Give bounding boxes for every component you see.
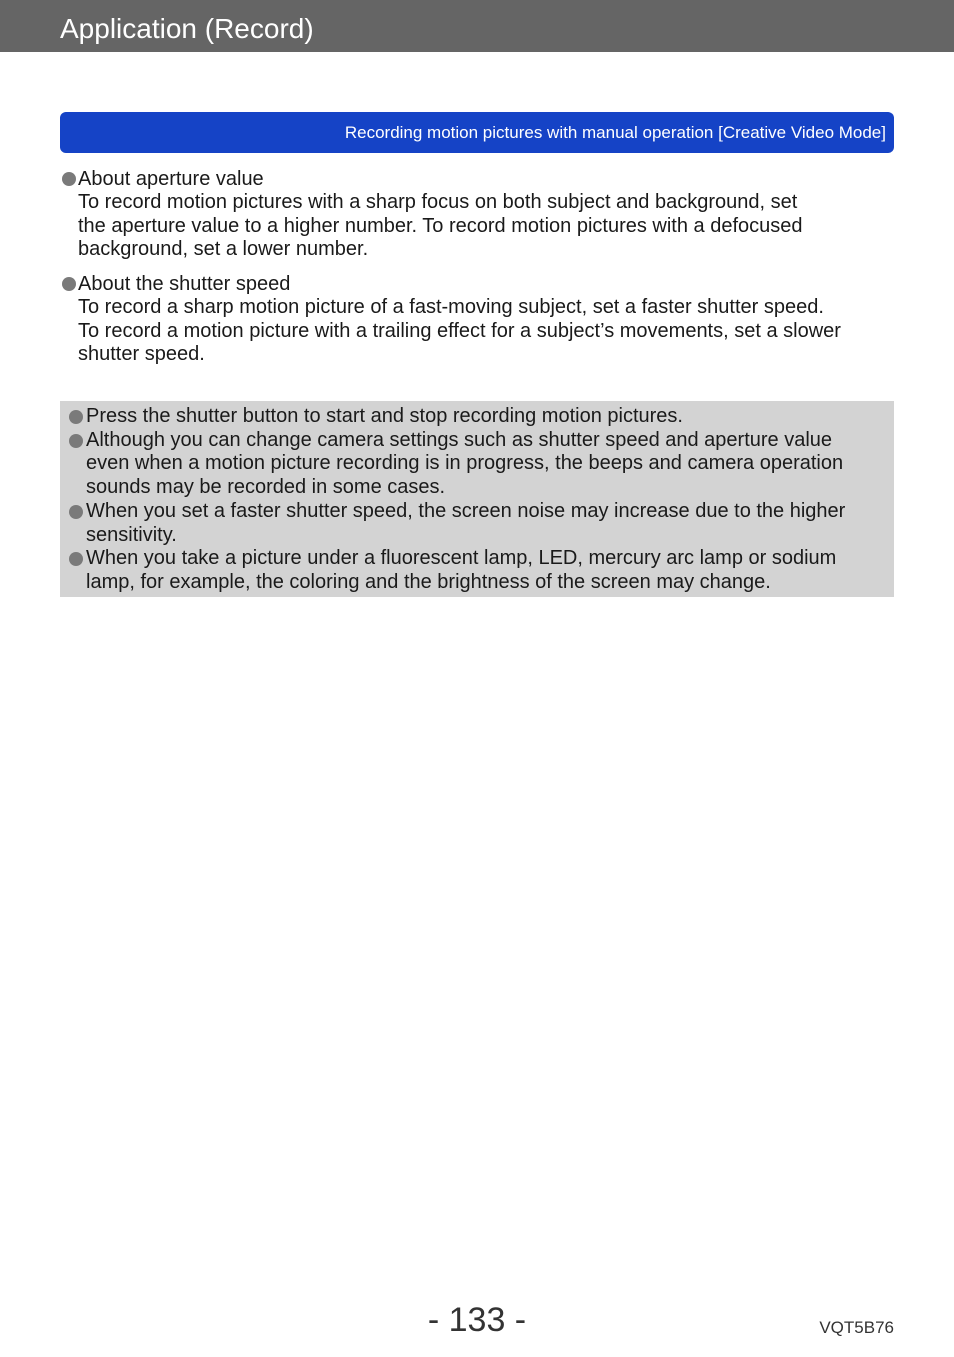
- section-banner: [60, 112, 894, 153]
- note-text-line: sounds may be recorded in some cases.: [86, 476, 446, 499]
- bullet-icon: [62, 172, 76, 186]
- bullet-icon: [69, 505, 83, 519]
- topic-text-line: shutter speed.: [78, 343, 205, 366]
- topic-text-line: To record motion pictures with a sharp focus on both subject and background, set: [78, 191, 798, 213]
- page-title: Application (Record): [60, 13, 314, 44]
- document-code: VQT5B76: [819, 1318, 894, 1337]
- topic-aperture: [60, 167, 894, 262]
- topic-text-line: To record a sharp motion picture of a fast-moving subject, set a faster shutter speed.: [78, 296, 824, 318]
- note-text-line: lamp, for example, the coloring and the brightness of the screen may change.: [86, 570, 771, 593]
- note-text-line: sensitivity.: [86, 523, 177, 546]
- note-item: [60, 547, 894, 594]
- page-number: - 133 -: [427, 1301, 527, 1339]
- topic-shutter-speed: [60, 272, 894, 367]
- bullet-icon: [69, 434, 83, 448]
- note-text-line: When you take a picture under a fluorescent lamp, LED, mercury arc lamp or sodium: [86, 547, 837, 570]
- note-text-line: even when a motion picture recording is in progress, the beeps and camera operation: [86, 452, 844, 475]
- notes-box: [60, 401, 894, 597]
- bullet-icon: [69, 410, 83, 424]
- topic-heading: About aperture value: [60, 167, 894, 191]
- note-item: [60, 500, 894, 547]
- topic-text-line: To record a motion picture with a trailing effect for a subject’s movements, set a slower: [78, 319, 841, 342]
- note-text-line: Press the shutter button to start and stop recording motion pictures.: [86, 405, 683, 427]
- header-bar: [0, 0, 954, 52]
- note-item: [60, 429, 894, 500]
- bullet-icon: [62, 277, 76, 291]
- note-text-line: When you set a faster shutter speed, the screen noise may increase due to the higher: [86, 499, 846, 522]
- note-item: [60, 405, 894, 429]
- topic-heading: About the shutter speed: [60, 272, 894, 296]
- topic-text-line: the aperture value to a higher number. To record motion pictures with a defocused: [78, 214, 803, 237]
- bullet-icon: [69, 552, 83, 566]
- section-banner-title: Recording motion pictures with manual operation [Creative Video Mode]: [344, 123, 886, 142]
- topic-text-line: background, set a lower number.: [78, 238, 369, 261]
- note-text-line: Although you can change camera settings such as shutter speed and aperture value: [86, 428, 833, 451]
